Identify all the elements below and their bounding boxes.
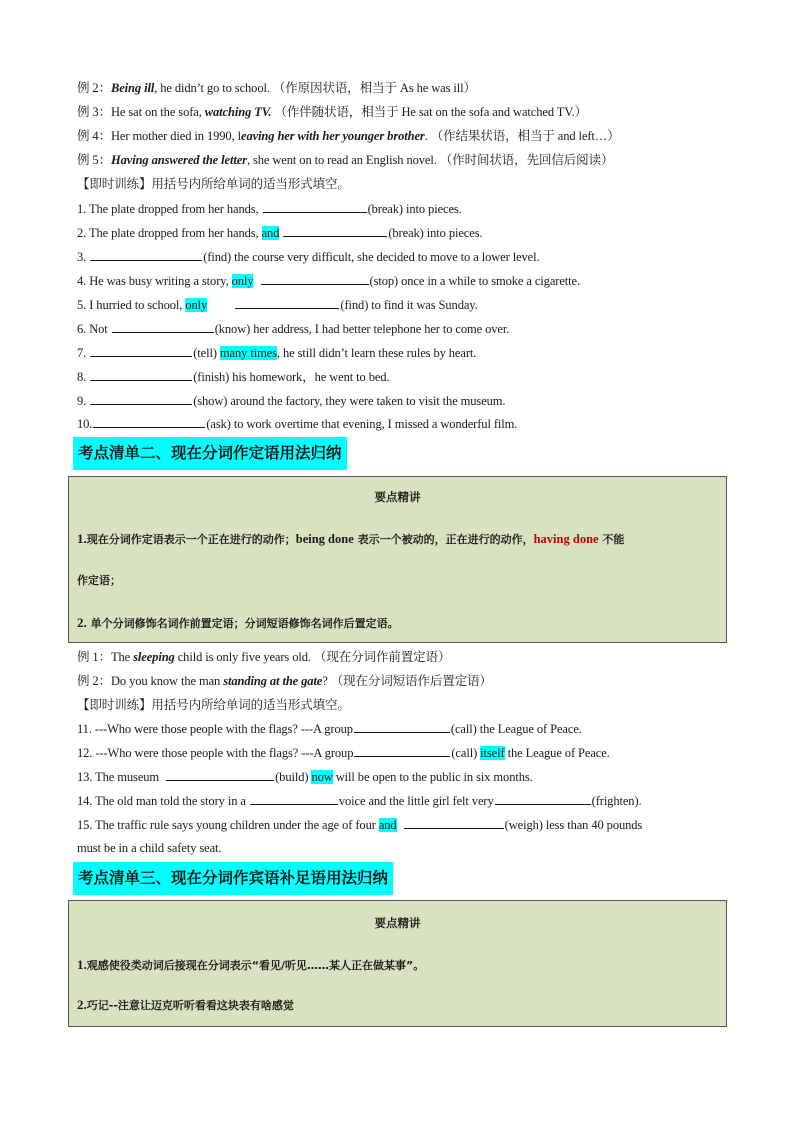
exercise-6: 6. Not (know) her address, I had better telephone her to come over. <box>77 319 734 338</box>
key-points-box-3 <box>68 900 727 1027</box>
practice-heading: 【即时训练】用括号内所给单词的适当形式填空。 <box>77 177 350 191</box>
answer-blank[interactable] <box>112 319 214 333</box>
exercise-7: 7. (tell) many times, he still didn’t learn these rules by heart. <box>77 343 734 362</box>
answer-blank[interactable] <box>90 247 202 261</box>
box-title-3: 要点精讲 <box>374 916 421 930</box>
example-line-1: 例 1：The sleeping child is only five years old. （现在分词作前置定语） <box>77 650 451 664</box>
exercise-8: 8. (finish) his homework，he went to bed. <box>77 367 734 386</box>
exercise-10: 10. (ask) to work overtime that evening, I missed a wonderful film. <box>77 414 734 433</box>
exercise-4: 4. He was busy writing a story, only (stop) once in a while to smoke a cigarette. <box>77 271 734 290</box>
answer-blank[interactable] <box>93 414 205 428</box>
key-point-3-1: 1.观感使役类动词后接现在分词表示“看见/听见……某人正在做某事”。 <box>77 957 425 972</box>
answer-blank[interactable] <box>495 791 591 805</box>
exercise-2: 2. The plate dropped from her hands, and (break) into pieces. <box>77 223 734 242</box>
answer-blank[interactable] <box>250 791 338 805</box>
exercise-5: 5. I hurried to school, only (find) to find it was Sunday. <box>77 295 734 314</box>
answer-blank[interactable] <box>235 295 339 309</box>
answer-blank[interactable] <box>90 343 192 357</box>
answer-blank[interactable] <box>404 815 504 829</box>
example-line-5: 例 5：Having answered the letter, she went on to read an English novel. （作时间状语，先回信后阅读） <box>77 153 614 167</box>
answer-blank[interactable] <box>261 271 369 285</box>
answer-blank[interactable] <box>283 223 387 237</box>
exercise-1: 1. The plate dropped from her hands, (break) into pieces. <box>77 199 734 218</box>
key-point-2: 2. 单个分词修饰名词作前置定语；分词短语修饰名词作后置定语。 <box>77 615 399 630</box>
answer-blank[interactable] <box>263 199 367 213</box>
key-points-box <box>68 476 727 643</box>
exercise-3: 3. (find) the course very difficult, she decided to move to a lower level. <box>77 247 734 266</box>
section-title-3: 考点清单三、现在分词作宾语补足语用法归纳 <box>73 862 393 895</box>
answer-blank[interactable] <box>90 367 192 381</box>
exercise-15: 15. The traffic rule says young children under the age of four and (weigh) less than 40 pounds <box>77 815 734 834</box>
practice-heading-2: 【即时训练】用括号内所给单词的适当形式填空。 <box>77 698 350 712</box>
answer-blank[interactable] <box>90 391 192 405</box>
answer-blank[interactable] <box>354 719 450 733</box>
exercise-13: 13. The museum (build) now will be open to the public in six months. <box>77 767 734 786</box>
box-title: 要点精讲 <box>374 490 421 504</box>
section-title: 考点清单二、现在分词作定语用法归纳 <box>73 437 347 470</box>
key-point-3-2: 2.巧记--注意让迈克听听看看这块表有啥感觉 <box>77 997 294 1012</box>
exercise-9: 9. (show) around the factory, they were taken to visit the museum. <box>77 391 734 410</box>
answer-blank[interactable] <box>166 767 274 781</box>
exercise-14: 14. The old man told the story in a voice and the little girl felt very (frighten). <box>77 791 734 810</box>
example-line-4: 例 4：Her mother died in 1990, leaving her with her younger brother. （作结果状语，相当于 and left…） <box>77 129 620 143</box>
exercise-12: 12. ---Who were those people with the flags? ---A group (call) itself the League of Peace. <box>77 743 734 762</box>
answer-blank[interactable] <box>354 743 450 757</box>
exercise-15-cont: must be in a child safety seat. <box>77 841 222 855</box>
exercise-11: 11. ---Who were those people with the flags? ---A group (call) the League of Peace. <box>77 719 734 738</box>
key-point-1-cont: 作定语； <box>77 574 121 587</box>
example-line-2: 例 2：Being ill, he didn’t go to school. （作原因状语，相当于 As he was ill） <box>77 81 476 95</box>
example-line-3: 例 3：He sat on the sofa, watching TV. （作伴随状语，相当于 He sat on the sofa and watched TV.） <box>77 105 588 119</box>
example-line-2b: 例 2：Do you know the man standing at the gate? （现在分词短语作后置定语） <box>77 674 492 688</box>
key-point-1: 1.现在分词作定语表示一个正在进行的动作；being done 表示一个被动的，正在进行的动作，having done 不能 <box>77 531 625 546</box>
